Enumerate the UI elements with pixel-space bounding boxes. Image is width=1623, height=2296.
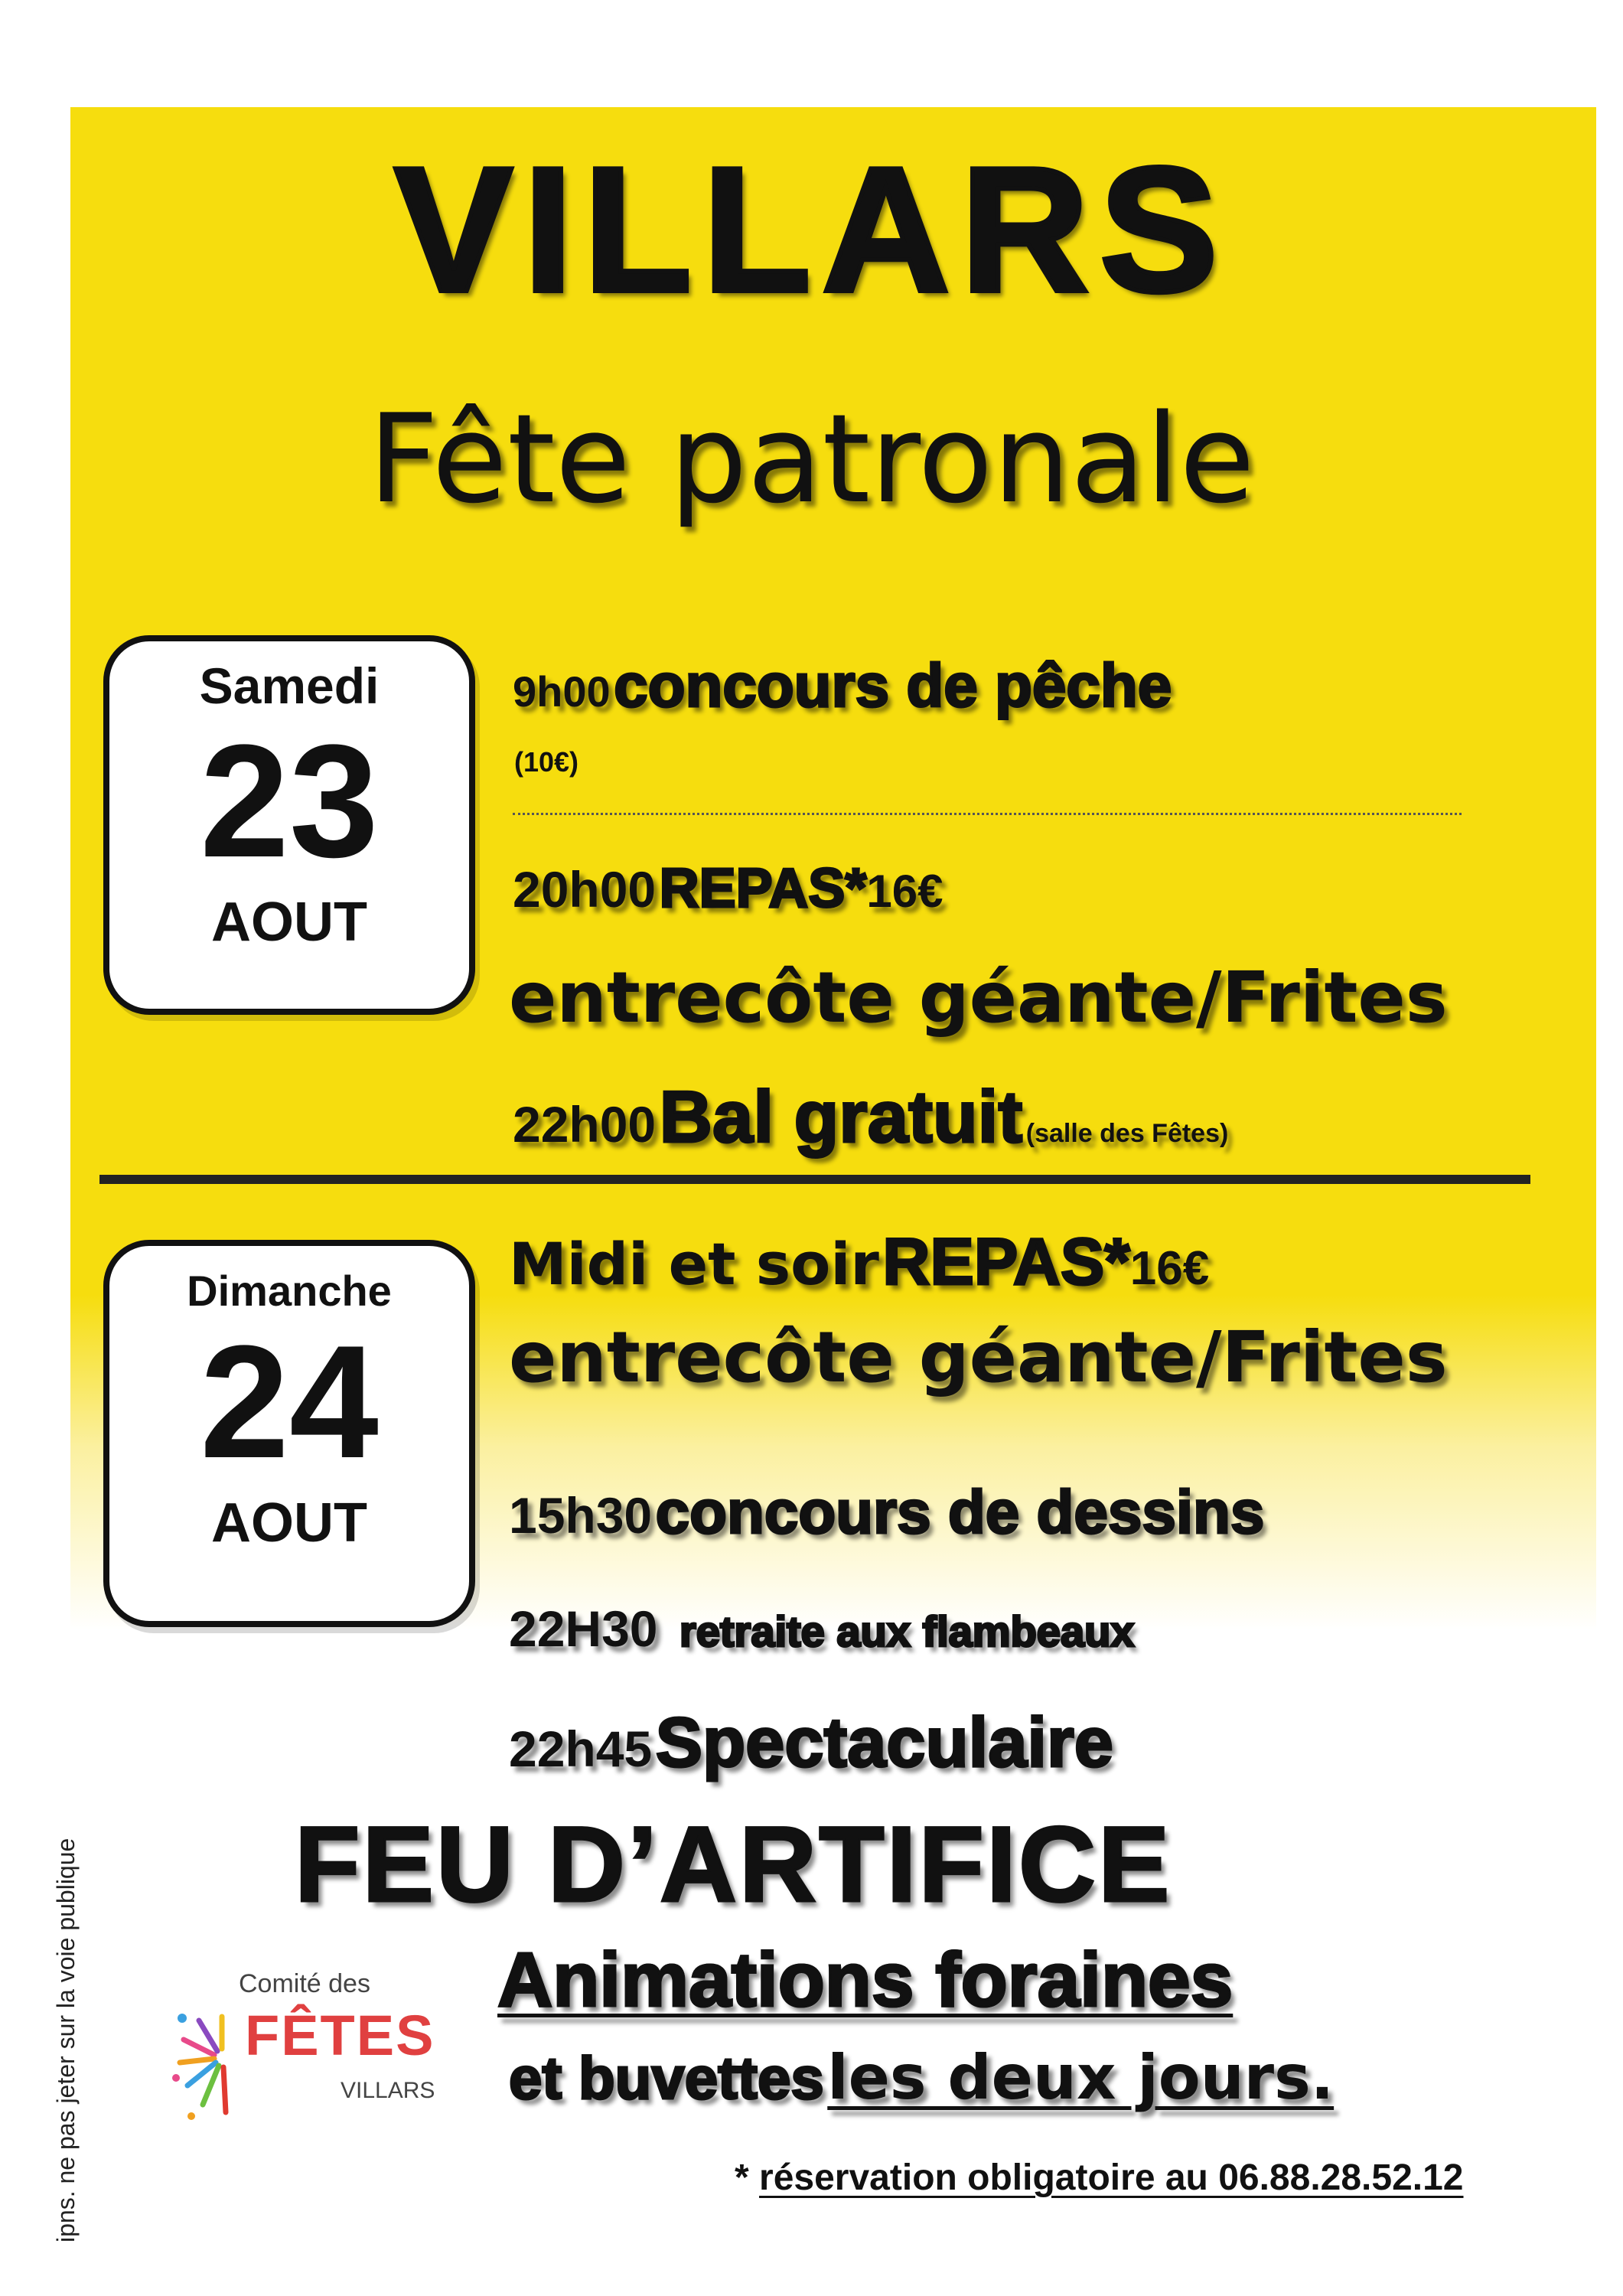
event-note: (10€) [514,746,579,778]
event-label: REPAS [659,858,846,919]
page-subtitle: Fête patronale [368,387,1255,530]
event-label: REPAS [882,1225,1105,1299]
dinner-detail: entrecôte géante/Frites [509,957,1448,1039]
event-label: retraite aux flambeaux [679,1607,1135,1655]
buvettes-line [509,2042,1334,2113]
fireworks-heading: FEU D’ARTIFICE [295,1804,1172,1924]
buvettes-rest: les deux jours. [827,2042,1335,2113]
event-label: Bal gratuit [659,1076,1023,1158]
day-name: Dimanche [187,1267,392,1315]
event-dinner-saturday [513,857,943,920]
logo-line3: VILLARS [341,2078,435,2103]
event-time: 15h30 [509,1487,653,1544]
page-title: VILLARS [394,131,1229,329]
logo-line1: Comité des [239,1969,370,1998]
event-fishing [513,651,1172,721]
star-mark: * [845,858,867,919]
meal-prefix: Midi et soir [509,1230,879,1298]
price: 16€ [1129,1242,1210,1295]
reservation-text: réservation obligatoire au 06.88.28.52.12 [759,2157,1464,2198]
day-divider [99,1175,1530,1184]
event-torch-parade [509,1600,1134,1658]
event-time: 22H30 [509,1600,658,1657]
event-spectacular [509,1703,1113,1783]
animations-heading: Animations foraines [497,1937,1234,2023]
event-time: 20h00 [513,861,657,918]
ipns-note: ipns. ne pas jeter sur la voie publique [52,1838,80,2242]
month: AOUT [211,892,367,953]
date-box-sunday [103,1240,475,1627]
reservation-note [735,2157,1464,2199]
star-mark: * [1104,1225,1130,1299]
organizer-logo [168,1963,451,2139]
day-number: 24 [200,1312,379,1492]
day-name: Samedi [199,657,380,714]
buvettes-bold: et buvettes [509,2044,824,2112]
star-mark: * [735,2157,749,2198]
event-drawing [509,1477,1264,1548]
month: AOUT [211,1492,367,1554]
event-label: concours de pêche [614,651,1172,719]
event-time: 22h00 [513,1096,657,1153]
event-label: Spectaculaire [655,1704,1113,1782]
event-label: concours de dessins [655,1478,1265,1546]
event-time: 22h45 [509,1720,653,1777]
dotted-divider [513,813,1462,815]
logo-line2: FÊTES [245,2004,435,2067]
day-number: 23 [200,711,379,891]
event-meal-sunday [509,1225,1209,1300]
date-box-saturday [103,635,475,1015]
event-ball [513,1075,1228,1159]
price: 16€ [866,866,943,917]
event-note: (salle des Fêtes) [1025,1119,1229,1148]
event-time: 9h00 [513,667,611,716]
meal-detail: entrecôte géante/Frites [509,1316,1448,1398]
